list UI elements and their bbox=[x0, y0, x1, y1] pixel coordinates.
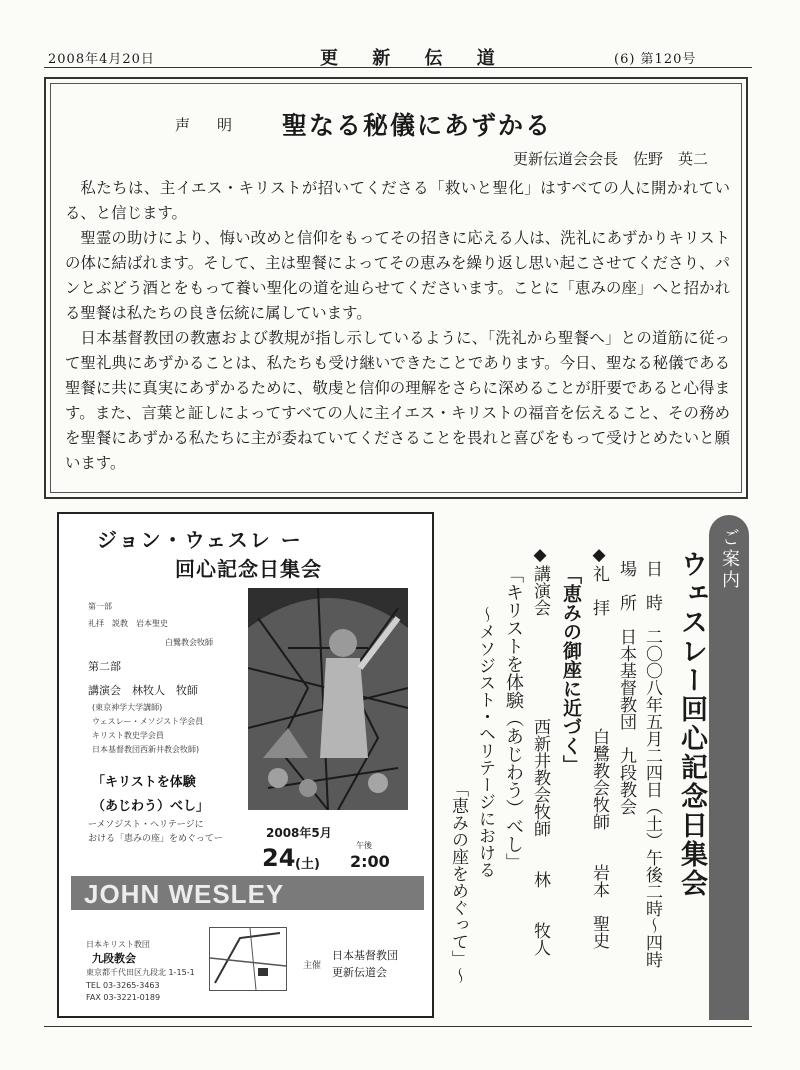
poster-date-month: 2008年5月 bbox=[266, 826, 332, 840]
issue-date: 2008年4月20日 bbox=[48, 52, 155, 67]
date-value: 二〇〇八年五月二四日（土）午後二時～四時 bbox=[642, 628, 662, 968]
worship-title: 「恵みの御座に近づく」 bbox=[560, 565, 582, 774]
poster-time: 2:00 bbox=[350, 852, 390, 871]
statement-body bbox=[65, 176, 730, 476]
sponsor-line-2: 更新伝道会 bbox=[332, 966, 387, 979]
lecture-speaker: 西新井教会牧師 林 牧人 bbox=[530, 718, 550, 956]
announcement-tag: ご案内 bbox=[719, 528, 740, 591]
header-rule bbox=[44, 67, 752, 68]
stained-glass-image bbox=[248, 588, 408, 810]
venue-address: 東京都千代田区九段北 1-15-1 bbox=[86, 968, 195, 977]
issue-number: (6) 第120号 bbox=[614, 52, 697, 67]
venue-map-image bbox=[209, 927, 287, 991]
poster-date-day: 24 bbox=[262, 844, 296, 872]
place-value: 日本基督教団 九段教会 bbox=[616, 628, 636, 815]
lecture-label: ◆講演会 bbox=[530, 545, 550, 616]
poster-time-label: 午後 bbox=[356, 841, 372, 850]
venue-fax: FAX 03-3221-0189 bbox=[86, 993, 161, 1002]
poster-title-line2: 回心記念日集会 bbox=[175, 557, 322, 581]
statement-paragraph: 日本基督教団の教憲および教規が指し示しているように、「洗礼から聖餐へ」との道筋に従って聖礼典にあずかることは、私たちも受け継いできたことであります。今日、聖なる秘儀である聖餐に共に真実にあずかるために、敬虔と信仰の理解をさらに深めることが肝要であると心得ます。また、言葉と証しによってすべての人に主イエス・キリストの福音を伝えること、その務めを聖餐にあずかる私たちに主が委ねていてくださることを畏れと喜びをもって受けとめたいと願います。 bbox=[65, 329, 730, 472]
poster-lecture-sub-2: おける「恵みの座」をめぐってー bbox=[88, 834, 223, 844]
sponsor-line-1: 日本基督教団 bbox=[332, 949, 398, 962]
statement-title: 聖なる秘儀にあずかる bbox=[282, 111, 553, 140]
statement-paragraph: 聖霊の助けにより、悔い改めと信仰をもってその招きに応える人は、洗礼にあずかりキリストの体に結ばれます。そして、主は聖餐によってその恵みを繰り返し思い起こさせてくださり、パンとぶどう酒とをもって養い聖化の道を辿らせてくださいます。ことに「恵みの座」へと招かれる聖餐は私たちの良き伝統に属しています。 bbox=[65, 229, 730, 322]
poster-part1-affiliation: 白鷺教会牧師 bbox=[165, 638, 213, 647]
lecture-title: 「キリストを体験（あじわう）べし」 bbox=[503, 565, 524, 871]
poster-part2-heading: 第二部 bbox=[88, 660, 121, 673]
statement-label: 声 明 bbox=[175, 116, 239, 134]
statement-paragraph: 私たちは、主イエス・キリストが招いてくださる「救いと聖化」はすべての人に開かれている、と信じます。 bbox=[65, 179, 730, 222]
poster-bio-line: (東京神学大学講師) bbox=[92, 703, 163, 712]
poster-bio-line: キリスト教史学会員 bbox=[92, 731, 164, 740]
statement-author: 更新伝道会会長 佐野 英二 bbox=[513, 150, 709, 168]
poster-title-line1: ジョン・ウェスレ ー bbox=[97, 528, 303, 552]
worship-label: ◆礼 拝 bbox=[589, 545, 609, 616]
poster-part2-line: 講演会 林牧人 牧師 bbox=[88, 684, 198, 697]
newsletter-title: 更 新 伝 道 bbox=[320, 48, 509, 69]
venue-organization: 日本キリスト教団 bbox=[86, 940, 150, 949]
poster-date-weekday: (土) bbox=[295, 857, 320, 872]
poster-lecture-sub-1: ーメソジスト・ヘリテージに bbox=[88, 820, 204, 830]
venue-name: 九段教会 bbox=[92, 952, 136, 965]
footer-rule bbox=[44, 1026, 752, 1027]
poster-part1-heading: 第一部 bbox=[88, 602, 112, 611]
venue-tel: TEL 03-3265-3463 bbox=[86, 981, 160, 990]
date-label: 日 時 bbox=[642, 560, 662, 611]
place-label: 場 所 bbox=[616, 560, 636, 611]
lecture-subtitle-2: 「恵みの座をめぐって」～ bbox=[448, 780, 468, 984]
announcement-title: ウェスレー回心記念日集会 bbox=[676, 550, 707, 898]
poster-lecture-title-2: （あじわう）べし」 bbox=[92, 799, 210, 814]
worship-speaker: 白鷺教会牧師 岩本 聖史 bbox=[589, 728, 609, 949]
poster-lecture-title-1: 「キリストを体験 bbox=[92, 775, 196, 790]
poster-part1-line: 礼拝 説教 岩本聖史 bbox=[88, 619, 168, 628]
sponsor-label: 主催 bbox=[303, 961, 322, 971]
poster-banner-text: JOHN WESLEY bbox=[84, 879, 285, 909]
poster-bio-line: ウェスレー・メソジスト学会員 bbox=[92, 717, 204, 726]
lecture-subtitle-1: ～メソジスト・ヘリテージにおける bbox=[475, 606, 495, 878]
poster-bio-line: 日本基督教団西新井教会牧師) bbox=[92, 745, 200, 754]
